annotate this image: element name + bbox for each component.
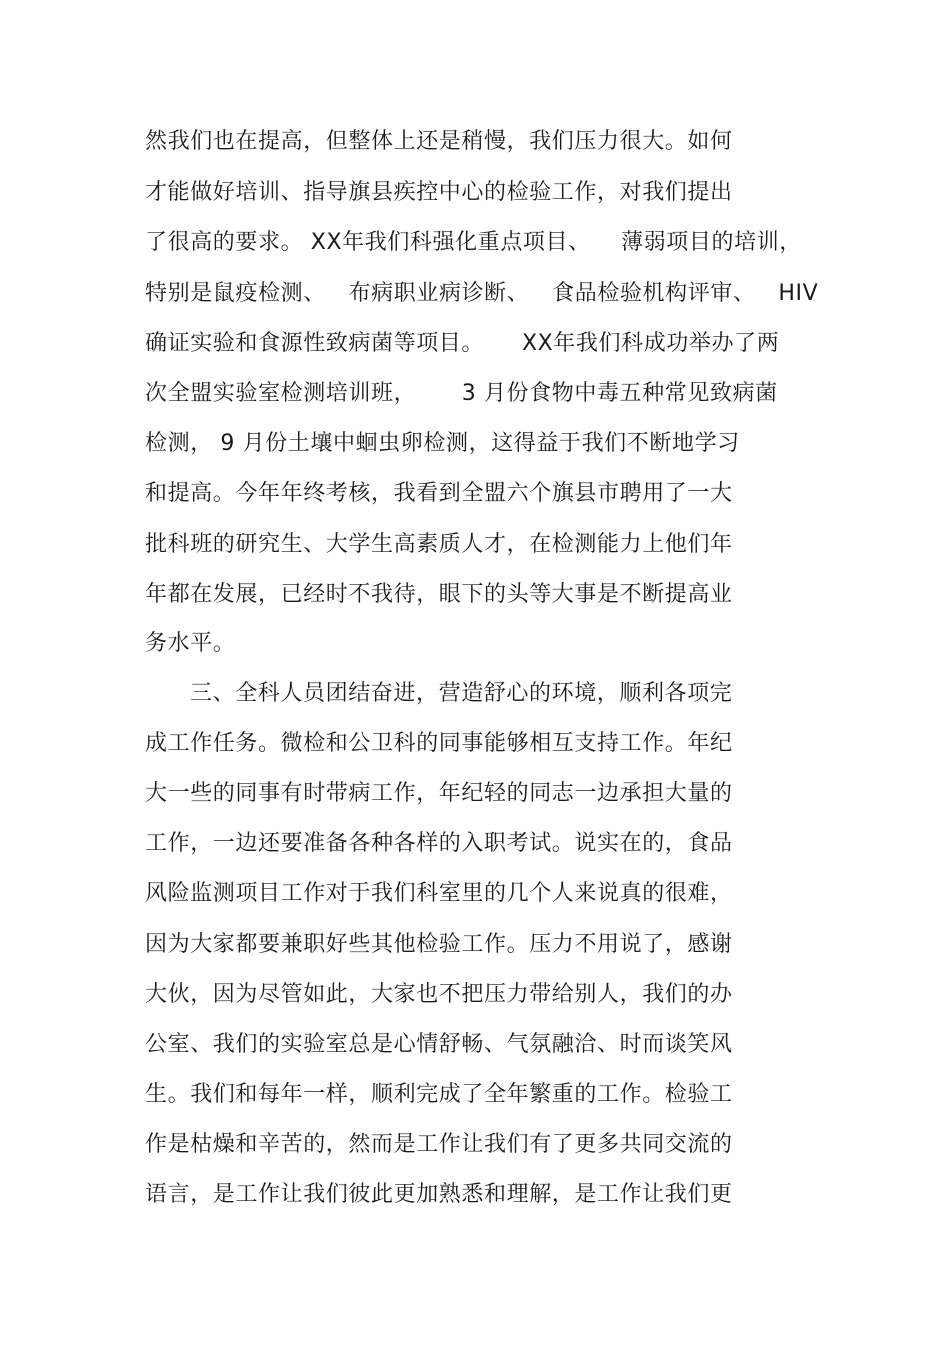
text-line: 确证实验和食源性致病菌等项目。 XX年我们科成功举办了两 xyxy=(145,331,780,356)
text-line: 和提高。今年年终考核，我看到全盟六个旗县市聘用了一大 xyxy=(145,481,733,506)
text-line: 大伙，因为尽管如此，大家也不把压力带给别人，我们的办 xyxy=(145,982,733,1007)
text-line: 了很高的要求。 XX年我们科强化重点项目、 薄弱项目的培训， xyxy=(145,230,802,255)
text-line: 检测， 9 月份土壤中蛔虫卵检测，这得益于我们不断地学习 xyxy=(145,431,740,456)
text-line: 大一些的同事有时带病工作，年纪轻的同志一边承担大量的 xyxy=(145,781,733,806)
text-line: 才能做好培训、指导旗县疾控中心的检验工作，对我们提出 xyxy=(145,180,733,205)
text-line: 语言，是工作让我们彼此更加熟悉和理解，是工作让我们更 xyxy=(145,1182,733,1207)
text-line: 成工作任务。微检和公卫科的同事能够相互支持工作。年纪 xyxy=(145,731,733,756)
text-line: 次全盟实验室检测培训班， 3 月份食物中毒五种常见致病菌 xyxy=(145,381,778,406)
paragraph-start-line: 三、全科人员团结奋进，营造舒心的环境，顺利各项完 xyxy=(190,681,733,706)
text-line: 年都在发展，已经时不我待，眼下的头等大事是不断提高业 xyxy=(145,582,733,607)
text-line: 因为大家都要兼职好些其他检验工作。压力不用说了，感谢 xyxy=(145,932,733,957)
text-line: 风险监测项目工作对于我们科室里的几个人来说真的很难， xyxy=(145,881,733,906)
text-line: 公室、我们的实验室总是心情舒畅、气氛融洽、时而谈笑风 xyxy=(145,1032,733,1057)
text-line: 然我们也在提高，但整体上还是稍慢，我们压力很大。如何 xyxy=(145,129,733,154)
text-line: 生。我们和每年一样，顺利完成了全年繁重的工作。检验工 xyxy=(145,1082,733,1107)
text-line: 务水平。 xyxy=(145,631,236,656)
text-line: 作是枯燥和辛苦的，然而是工作让我们有了更多共同交流的 xyxy=(145,1132,733,1157)
text-line: 批科班的研究生、大学生高素质人才，在检测能力上他们年 xyxy=(145,532,733,557)
text-line: 特别是鼠疫检测、 布病职业病诊断、 食品检验机构评审、 HIV xyxy=(145,281,819,306)
text-line: 工作，一边还要准备各种各样的入职考试。说实在的，食品 xyxy=(145,831,733,856)
